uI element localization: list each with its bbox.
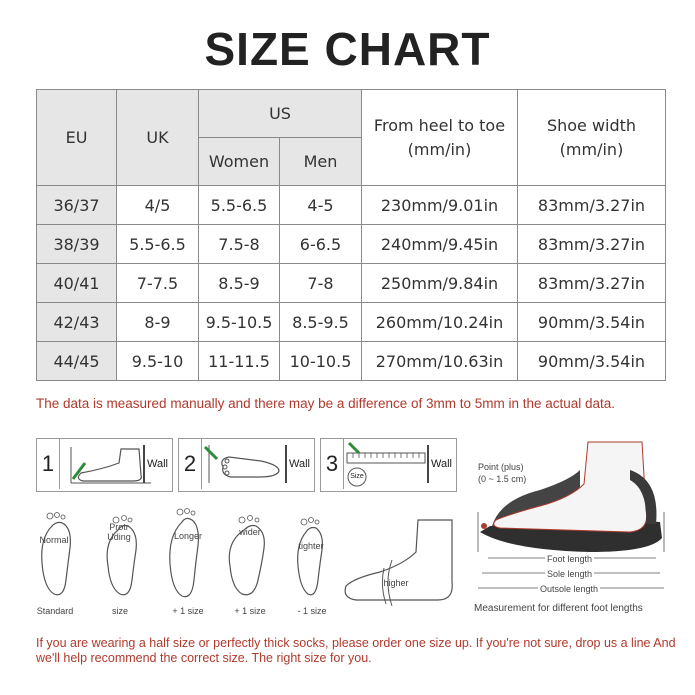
cell-uk: 8-9 (117, 303, 199, 342)
step-number: 2 (179, 439, 202, 489)
wall-line (143, 445, 145, 483)
cell-length: 230mm/9.01in (362, 186, 518, 225)
table-row (37, 342, 666, 381)
cell-length: 260mm/10.24in (362, 303, 518, 342)
cell-us-men: 8.5-9.5 (280, 303, 362, 342)
wall-label: Wall (431, 458, 452, 470)
header-heel-to-toe (362, 90, 518, 186)
advice-note: If you are wearing a half size or perfectly thick socks, please order one size up. If you're not sure, drop us a line And we'll help recommend the correct size. The right size for you. (36, 636, 676, 665)
header-shoe-width-line2: (mm/in) (559, 139, 624, 159)
step-3-panel (320, 438, 457, 492)
cell-eu: 44/45 (37, 342, 117, 381)
page-title: SIZE CHART (204, 23, 491, 75)
ruler-icon (345, 439, 429, 489)
foot-label-normal: Normal (39, 535, 69, 545)
header-uk: UK (117, 90, 199, 186)
cell-length: 240mm/9.45in (362, 225, 518, 264)
header-men: Men (280, 138, 362, 186)
header-shoe-width-line1: Shoe width (546, 115, 637, 135)
foot-caption-minus-1: - 1 size (297, 606, 327, 616)
outsole-length-label: Outsole length (540, 584, 599, 594)
wall-line (427, 445, 429, 483)
wall-label: Wall (147, 458, 168, 470)
cell-us-women: 5.5-6.5 (199, 186, 280, 225)
cell-eu: 42/43 (37, 303, 117, 342)
step-2-panel (178, 438, 315, 492)
size-chart-table (36, 89, 666, 381)
cell-us-women: 11-11.5 (199, 342, 280, 381)
cell-us-men: 4-5 (280, 186, 362, 225)
foot-caption-plus-1b: + 1 size (234, 606, 266, 616)
cell-uk: 7-7.5 (117, 264, 199, 303)
sole-length-label: Sole length (547, 569, 593, 579)
measurement-note: The data is measured manually and there may be a difference of 3mm to 5mm in the actual data. (36, 396, 616, 411)
foot-label-longer: Longer (173, 531, 203, 541)
cell-us-women: 7.5-8 (199, 225, 280, 264)
header-heel-to-toe-line2: (mm/in) (407, 139, 472, 159)
foot-caption-size: size (111, 606, 128, 616)
point-label: Point (plus) (478, 462, 524, 472)
step-number: 3 (321, 439, 344, 489)
foot-outlines (30, 508, 330, 603)
wall-line (285, 445, 287, 483)
foot-top-icon (203, 439, 289, 489)
cell-eu: 36/37 (37, 186, 117, 225)
foot-label-tighter: tighter (298, 541, 324, 551)
foot-side-icon (63, 439, 153, 489)
table-row (37, 225, 666, 264)
header-women: Women (199, 138, 280, 186)
header-eu: EU (37, 90, 117, 186)
step-number: 1 (37, 439, 60, 489)
table-row (37, 186, 666, 225)
foot-caption-plus-1: + 1 size (172, 606, 204, 616)
foot-label-protruding: Protr Uding (107, 522, 131, 542)
cell-us-women: 9.5-10.5 (199, 303, 280, 342)
cell-uk: 5.5-6.5 (117, 225, 199, 264)
cell-us-men: 6-6.5 (280, 225, 362, 264)
table-row (37, 303, 666, 342)
foot-length-label: Foot length (547, 554, 593, 564)
cell-width: 83mm/3.27in (518, 264, 666, 303)
cell-us-men: 10-10.5 (280, 342, 362, 381)
cell-us-women: 8.5-9 (199, 264, 280, 303)
cell-eu: 40/41 (37, 264, 117, 303)
table-row (37, 264, 666, 303)
wall-label: Wall (289, 458, 310, 470)
shoe-diagram-caption: Measurement for different foot lengths (474, 603, 643, 614)
cell-uk: 9.5-10 (117, 342, 199, 381)
cell-uk: 4/5 (117, 186, 199, 225)
cell-eu: 38/39 (37, 225, 117, 264)
point-range: (0 ~ 1.5 cm) (478, 474, 527, 484)
cell-width: 90mm/3.54in (518, 342, 666, 381)
header-us: US (199, 90, 362, 138)
instep-foot-icon (340, 512, 460, 612)
header-heel-to-toe-line1: From heel to toe (373, 115, 506, 135)
step-1-panel (36, 438, 173, 492)
instep-label-higher: higher (383, 578, 409, 588)
cell-length: 270mm/10.63in (362, 342, 518, 381)
cell-width: 83mm/3.27in (518, 186, 666, 225)
cell-width: 90mm/3.54in (518, 303, 666, 342)
header-shoe-width (518, 90, 666, 186)
size-circle-label: Size (350, 473, 364, 480)
foot-caption-standard: Standard (36, 606, 74, 616)
foot-label-wider: wider (239, 527, 261, 537)
cell-length: 250mm/9.84in (362, 264, 518, 303)
cell-width: 83mm/3.27in (518, 225, 666, 264)
cell-us-men: 7-8 (280, 264, 362, 303)
